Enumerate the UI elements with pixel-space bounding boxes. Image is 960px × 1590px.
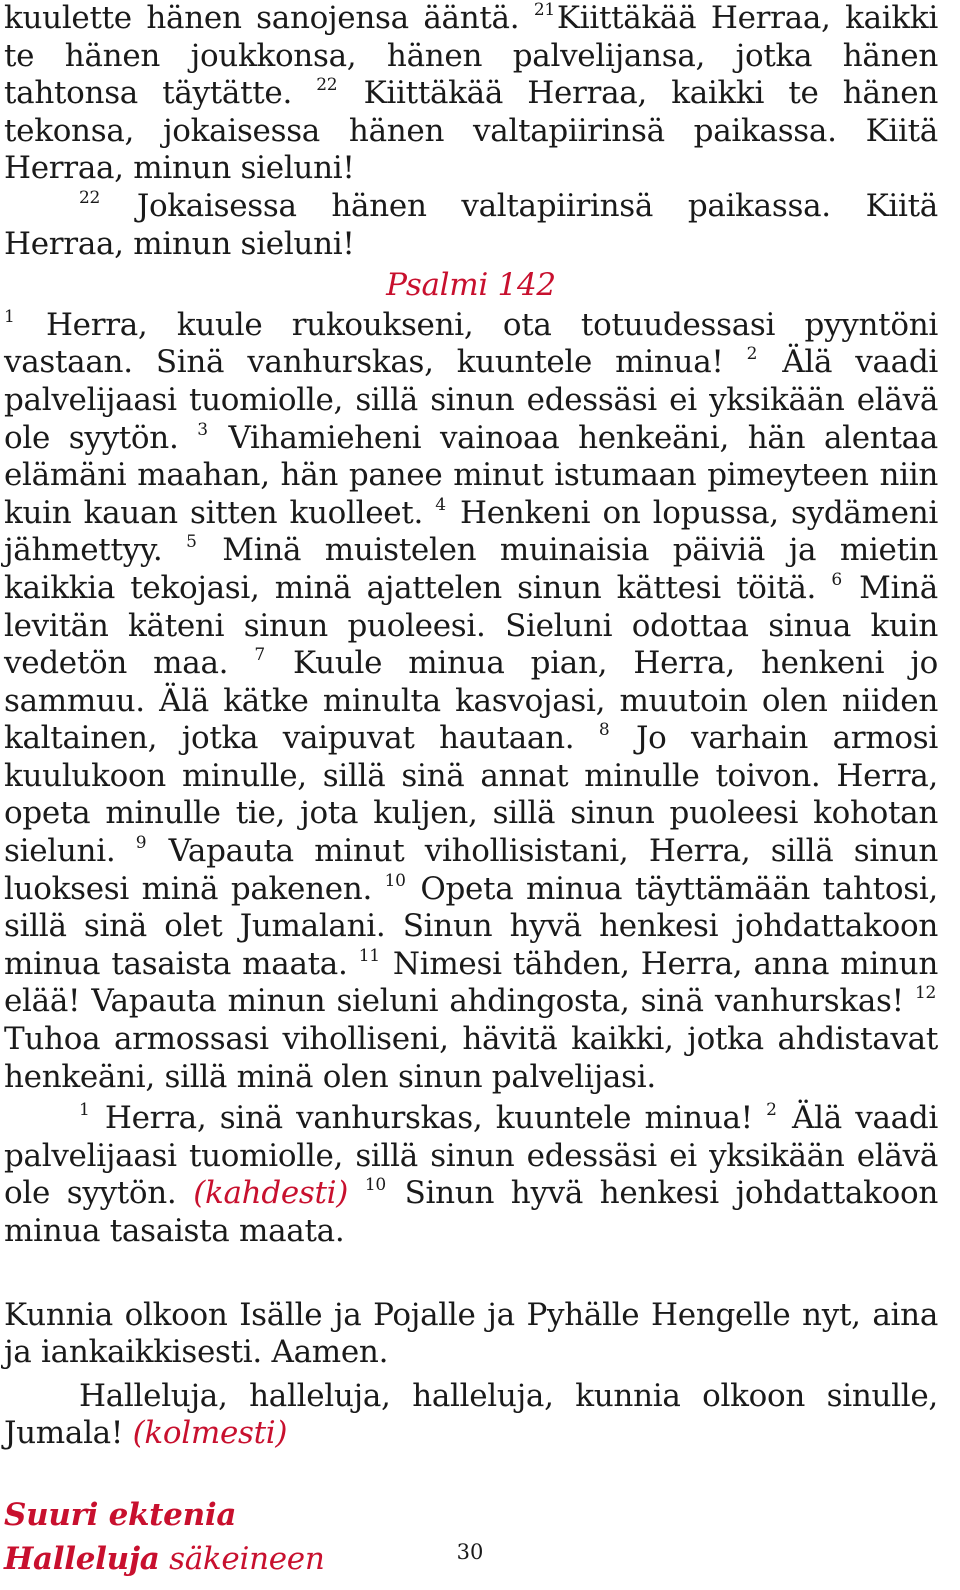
verse-number: 12 [914, 983, 936, 1004]
text: kuulette hänen sanojensa ääntä. [4, 0, 520, 36]
verse-number: 10 [384, 870, 406, 891]
paragraph-alleluia [4, 1378, 938, 1453]
spacer [4, 1251, 938, 1297]
text: Älä vaadi palvelijaasi tuomiolle, sillä sinun edessäsi ei yksikään elävä ole syytön. [4, 1100, 938, 1212]
paragraph-psalm-103-end [4, 0, 938, 188]
text: Jo varhain armosi kuulukoon minulle, sillä sinä annat minulle toivon. Herra, opeta minulle tie, jota kuljen, sillä sinun puoleesi kohotan sieluni. [4, 720, 939, 870]
verse-number: 22 [79, 187, 101, 208]
verse-number: 6 [831, 569, 842, 590]
verse-number: 1 [79, 1100, 90, 1121]
verse-number: 7 [254, 645, 265, 666]
verse-number: 9 [135, 833, 147, 854]
verse-number: 4 [435, 494, 446, 515]
text: Sinun hyvä henkesi johdattakoon minua tasaista maata. [4, 1175, 939, 1249]
text: Vapauta minut vihollisistani, Herra, sillä sinun luoksesi minä pakenen. [4, 833, 938, 907]
paragraph-refrain-verses [4, 1100, 938, 1250]
text: Jokaisessa hänen valtapiirinsä paikassa. Kiitä Herraa, minun sieluni! [4, 187, 938, 262]
psalm-title: Psalmi 142 [386, 267, 556, 304]
text: Herra, sinä vanhurskas, kuuntele minua! [104, 1100, 753, 1137]
rubric: (kahdesti) [193, 1175, 349, 1212]
rubric: (kolmesti) [132, 1415, 288, 1452]
verse-number: 22 [316, 75, 338, 96]
text: Vihamieheni vainoaa henkeäni, hän alentaa elämäni maahan, hän panee minut istumaan pimeyteen niin kuin kauan sitten kuolleet. [4, 419, 938, 531]
text: Älä vaadi palvelijaasi tuomiolle, sillä sinun edessäsi ei yksikään elävä ole syytön. [4, 344, 938, 456]
verse-number: 21 [533, 0, 555, 20]
verse-number: 3 [197, 419, 208, 440]
section-heading-suuri-ektenia: Suuri ektenia [4, 1496, 237, 1533]
text: Kiittäkää Herraa, kaikki te hänen tekonsa, jokaisessa hänen valtapiirinsä paikassa. Kiitä Herraa, minun sieluni! [4, 75, 938, 187]
verse-number: 1 [4, 306, 15, 327]
verse-number: 2 [766, 1100, 777, 1121]
text: Tuhoa armossasi viholliseni, hävitä kaikki, jotka ahdistavat henkeäni, sillä minä olen sinun palvelijasi. [4, 1021, 938, 1095]
text: Kunnia olkoon Isälle ja Pojalle ja Pyhälle Hengelle nyt, aina ja iankaikkisesti. Aamen. [4, 1296, 938, 1371]
verse-number: 8 [598, 720, 610, 741]
heading-bold-part: Halleluja [4, 1540, 160, 1577]
document-page [4, 0, 938, 1578]
text: Opeta minua täyttämään tahtosi, sillä sinä olet Jumalani. Sinun hyvä henkesi johdattakoon minua tasaista maata. [4, 870, 938, 982]
verse-number: 11 [358, 945, 380, 966]
text: Minä levitän käteni sinun puoleesi. Sieluni odottaa sinua kuin vedetön maa. [4, 569, 938, 682]
page-number: 30 [456, 1540, 484, 1564]
text: Halleluja, halleluja, halleluja, kunnia olkoon sinulle, Jumala! [4, 1377, 938, 1452]
text: Herra, kuule rukoukseni, ota totuudessasi pyyntöni vastaan. Sinä vanhurskas, kuuntele minua! [4, 306, 938, 381]
text: Nimesi tähden, Herra, anna minun elää! Vapauta minun sieluni ahdingosta, sinä vanhurskas! [4, 945, 938, 1020]
paragraph-refrain [4, 188, 938, 263]
text: Henkeni on lopussa, sydämeni jähmettyy. [4, 494, 939, 569]
heading-rest: säkeineen [169, 1540, 325, 1577]
text: Minä muistelen muinaisia päiviä ja mietin kaikkia tekojasi, minä ajattelen sinun kättesi töitä. [4, 532, 939, 606]
verse-number: 2 [746, 344, 758, 365]
verse-number: 10 [364, 1175, 386, 1196]
text: Kiittäkää Herraa, kaikki te hänen joukkonsa, hänen palvelijansa, jotka hänen tahtonsa täytätte. [4, 0, 938, 112]
verse-number: 5 [186, 532, 197, 553]
text: Kuule minua pian, Herra, henkeni jo sammuu. Älä kätke minulta kasvojasi, muutoin olen niiden kaltainen, jotka vaipuvat hautaan. [4, 645, 939, 757]
spacer [4, 1453, 938, 1497]
paragraph-doxology [4, 1297, 938, 1372]
paragraph-psalm-142 [4, 307, 938, 1096]
